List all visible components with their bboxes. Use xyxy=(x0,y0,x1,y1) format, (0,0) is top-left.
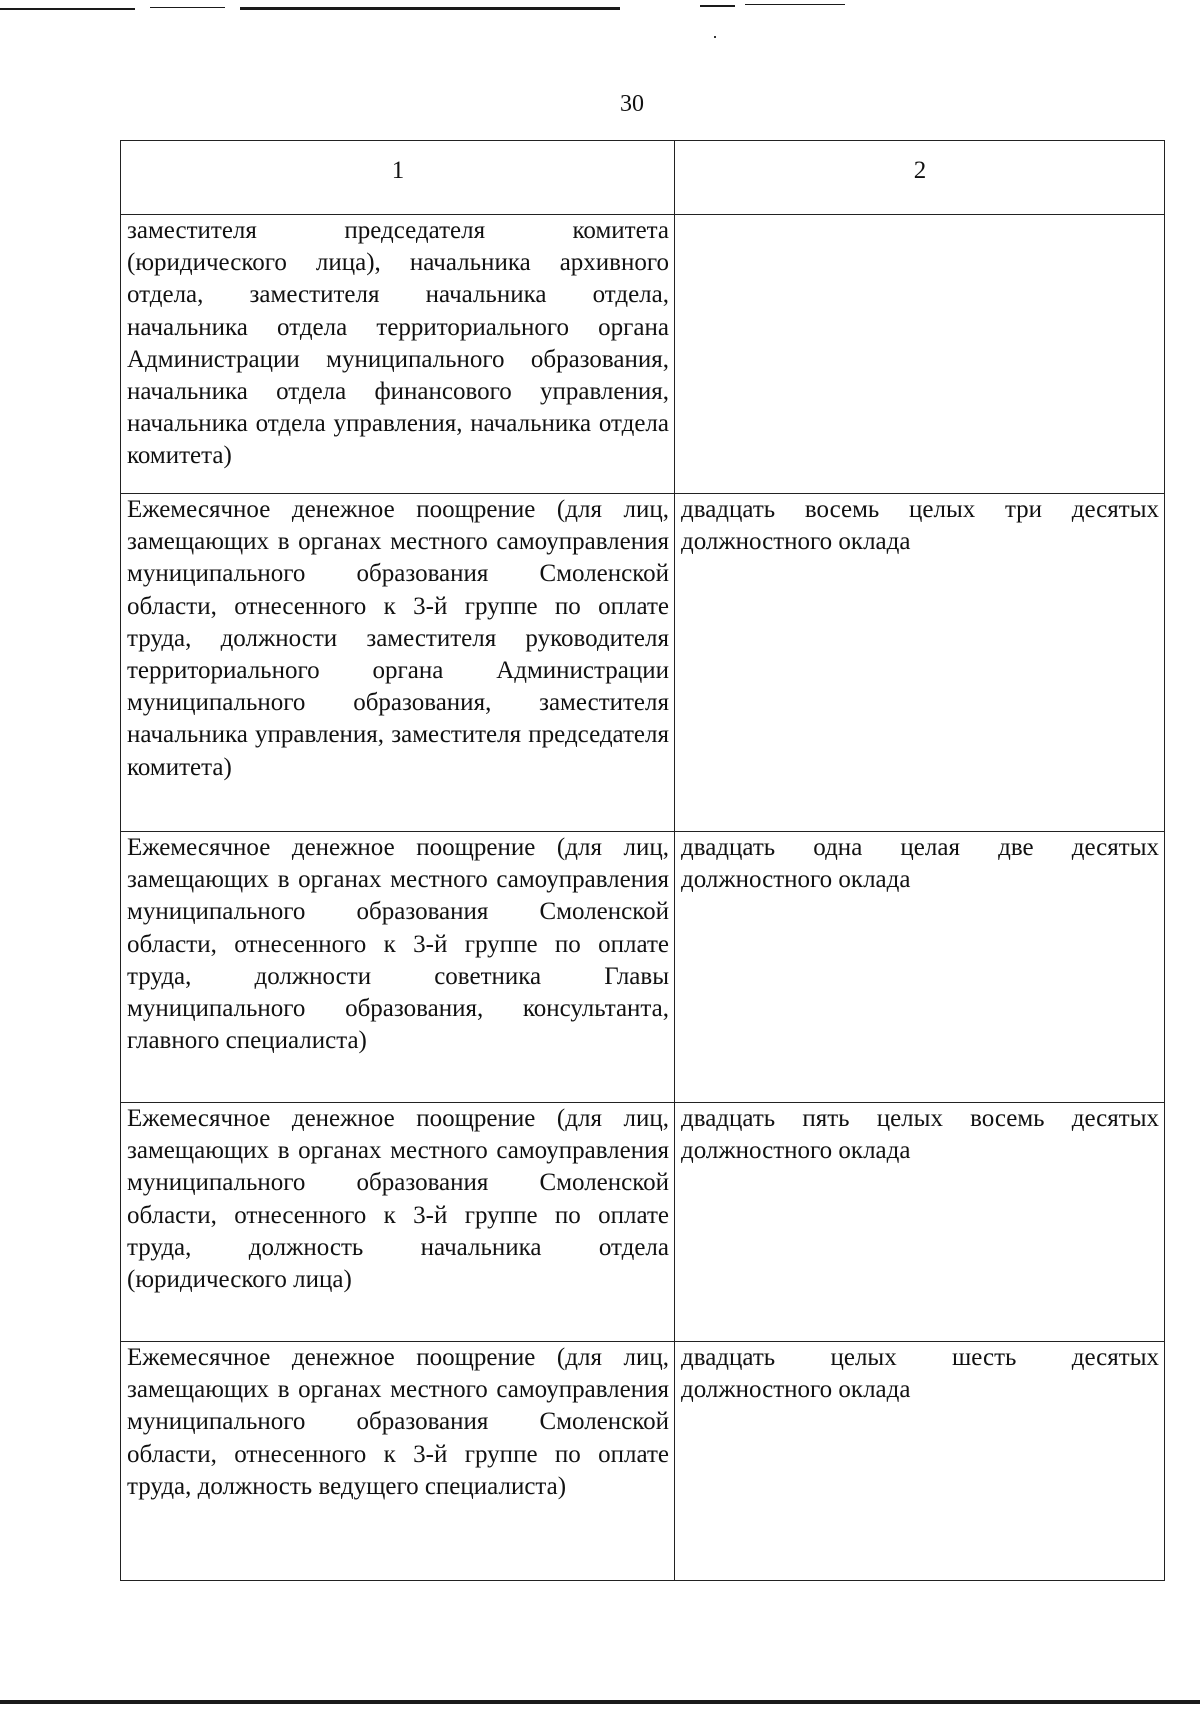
table-cell-amount xyxy=(675,1342,1165,1581)
column-header-1: 1 xyxy=(121,141,675,215)
cell-text: двадцать пять целых восемь десятых должностного оклада xyxy=(681,1105,1159,1165)
table-cell-description xyxy=(121,1103,675,1342)
scan-artifact-top-4 xyxy=(700,5,735,7)
scan-artifact-top-1 xyxy=(0,8,135,10)
cell-text: Ежемесячное денежное поощрение (для лиц, замещающих в органах местного самоуправления муниципального образования Смоленской области, отнесенного к 3-й группе по оплате труда, должности заместителя руководителя территориального органа Администрации муниципального образования, заместителя начальника управления, заместителя председателя комитета) xyxy=(127,496,669,781)
scan-artifact-top-2 xyxy=(150,7,225,8)
scan-artifact-top-3 xyxy=(240,7,620,10)
cell-text: заместителя председателя комитета (юридического лица), начальника архивного отдела, заместителя начальника отдела, начальника отдела территориального органа Администрации муниципального образования, начальника отдела финансового управления, начальника отдела управления, начальника отдела комитета) xyxy=(127,217,669,470)
table-cell-amount xyxy=(675,1103,1165,1342)
table-row xyxy=(121,215,1165,494)
table-cell-amount xyxy=(675,215,1165,494)
table-header-row xyxy=(121,141,1165,215)
scan-speck xyxy=(714,36,716,38)
cell-text: Ежемесячное денежное поощрение (для лиц, замещающих в органах местного самоуправления муниципального образования Смоленской области, отнесенного к 3-й группе по оплате труда, должности советника Главы муниципального образования, консультанта, главного специалиста) xyxy=(127,834,669,1055)
cell-text: двадцать восемь целых три десятых должностного оклада xyxy=(681,496,1159,556)
table-cell-description xyxy=(121,1342,675,1581)
scan-artifact-top-5 xyxy=(745,4,845,5)
document-table xyxy=(120,140,1165,1581)
table-row xyxy=(121,832,1165,1103)
table-row xyxy=(121,1103,1165,1342)
table-cell-amount xyxy=(675,832,1165,1103)
table-row xyxy=(121,1342,1165,1581)
table-cell-description xyxy=(121,832,675,1103)
scan-artifact-bottom xyxy=(0,1700,1200,1704)
page-number: 30 xyxy=(620,91,644,117)
table-cell-description xyxy=(121,494,675,832)
cell-text: Ежемесячное денежное поощрение (для лиц, замещающих в органах местного самоуправления муниципального образования Смоленской области, отнесенного к 3-й группе по оплате труда, должность начальника отдела (юридического лица) xyxy=(127,1105,669,1294)
table-cell-description xyxy=(121,215,675,494)
table-cell-amount xyxy=(675,494,1165,832)
table-row xyxy=(121,494,1165,832)
cell-text: двадцать целых шесть десятых должностного оклада xyxy=(681,1344,1159,1404)
cell-text: двадцать одна целая две десятых должностного оклада xyxy=(681,834,1159,894)
cell-text: Ежемесячное денежное поощрение (для лиц, замещающих в органах местного самоуправления муниципального образования Смоленской области, отнесенного к 3-й группе по оплате труда, должность ведущего специалиста) xyxy=(127,1344,669,1500)
column-header-2: 2 xyxy=(675,141,1165,215)
